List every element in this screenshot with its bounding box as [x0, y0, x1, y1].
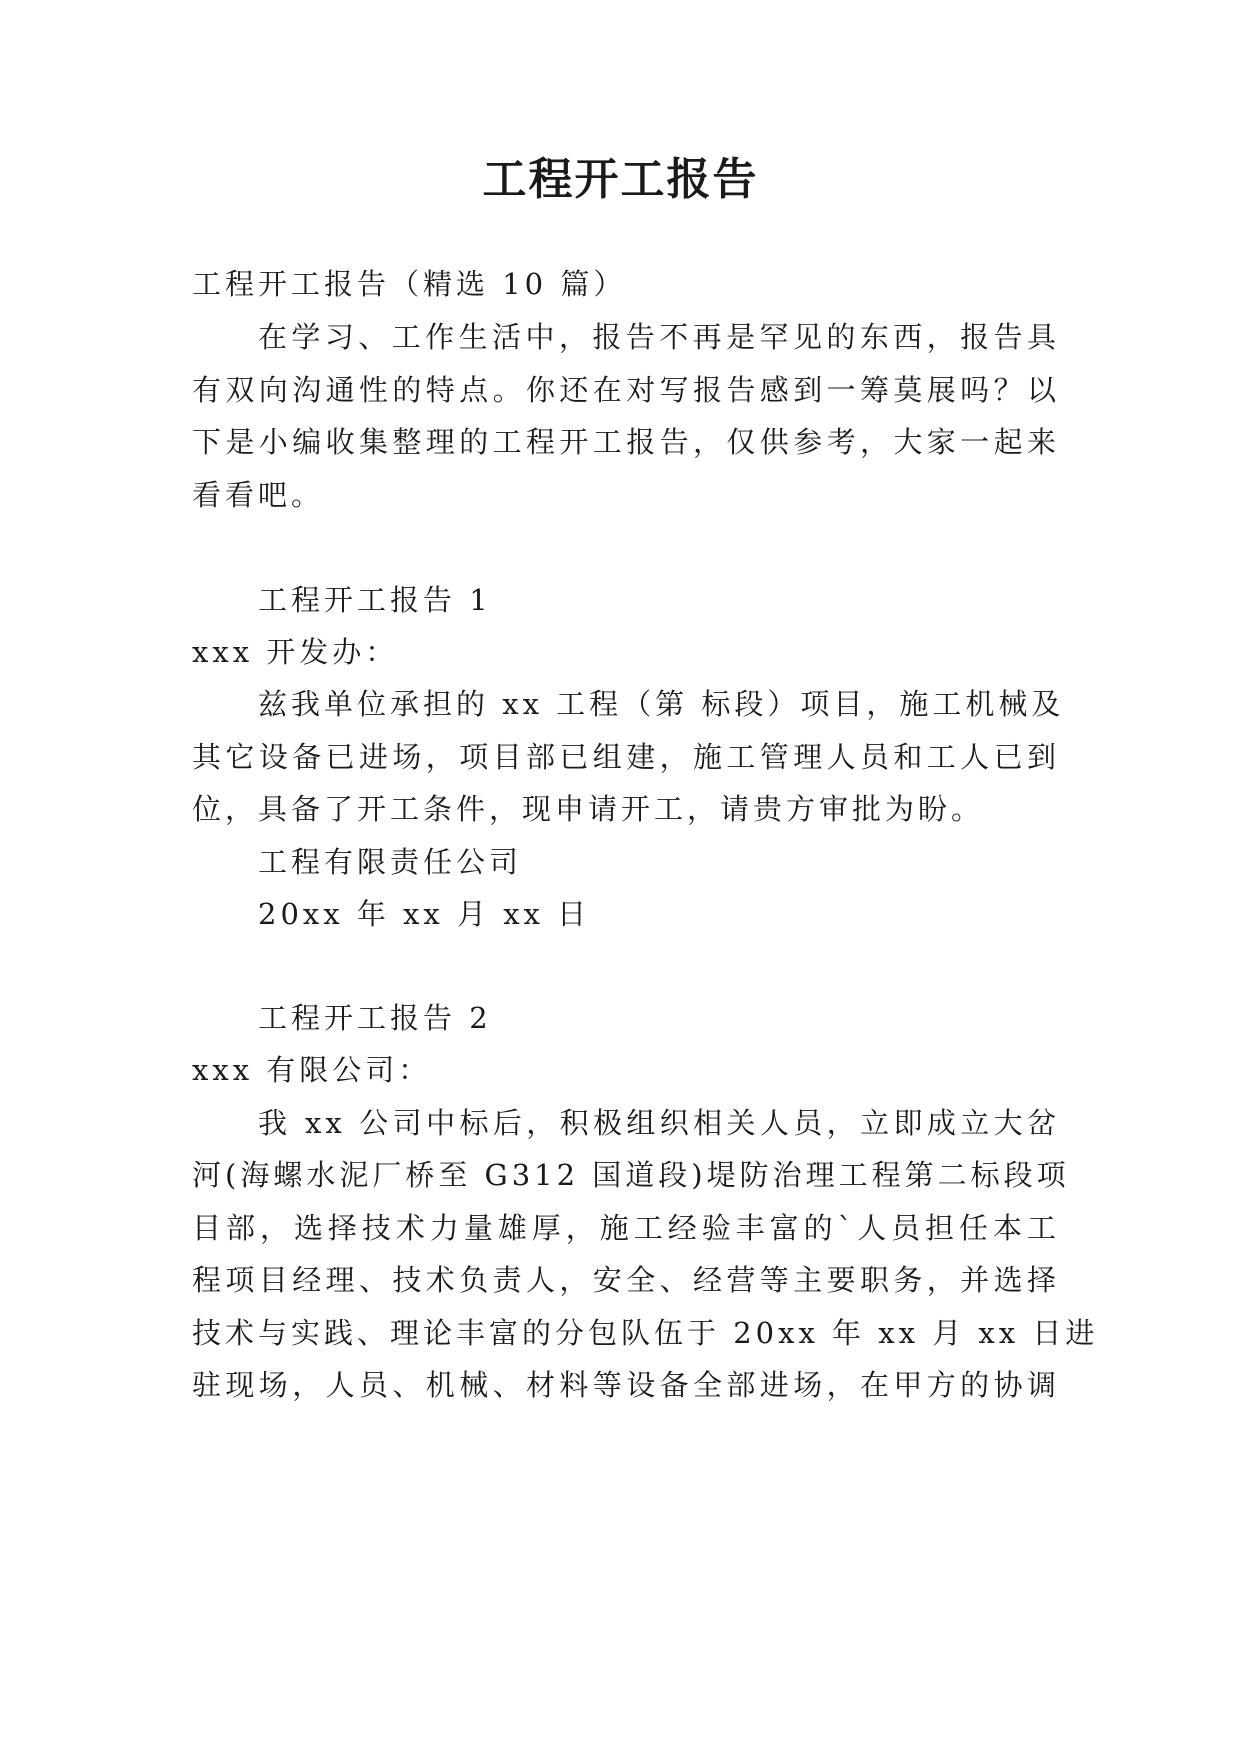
- intro-line-1: 在学习、工作生活中，报告不再是罕见的东西，报告具: [258, 320, 1060, 354]
- intro-line-4: 看看吧。: [192, 478, 325, 512]
- section-2-addressee: xxx 有限公司：: [192, 1053, 432, 1087]
- section-1-body-line-2: 其它设备已进场，项目部已组建，施工管理人员和工人已到: [192, 740, 1060, 774]
- section-1-date: 20xx 年 xx 月 xx 日: [258, 897, 591, 931]
- section-2-body-line-2: 河(海螺水泥厂桥至 G312 国道段)堤防治理工程第二标段项: [192, 1158, 1070, 1192]
- section-2-body-line-4: 程项目经理、技术负责人，安全、经营等主要职务，并选择: [192, 1263, 1060, 1297]
- document-title: 工程开工报告: [482, 154, 759, 205]
- section-2-heading: 工程开工报告 2: [258, 1001, 492, 1035]
- section-1-body-line-1: 兹我单位承担的 xx 工程（第 标段）项目，施工机械及: [258, 687, 1065, 721]
- section-1-signature: 工程有限责任公司: [258, 845, 523, 879]
- section-1-heading: 工程开工报告 1: [258, 583, 492, 617]
- section-1-addressee: xxx 开发办：: [192, 635, 399, 669]
- section-2-body-line-3: 目部，选择技术力量雄厚，施工经验丰富的`人员担任本工: [192, 1211, 1060, 1245]
- section-2-body-line-1: 我 xx 公司中标后，积极组织相关人员，立即成立大岔: [258, 1106, 1060, 1140]
- document-subtitle: 工程开工报告（精选 10 篇）: [192, 267, 627, 301]
- section-2-body-line-5: 技术与实践、理论丰富的分包队伍于 20xx 年 xx 月 xx 日进: [192, 1316, 1099, 1350]
- intro-line-2: 有双向沟通性的特点。你还在对写报告感到一筹莫展吗？以: [192, 373, 1060, 407]
- section-2-body-line-6: 驻现场，人员、机械、材料等设备全部进场，在甲方的协调: [192, 1368, 1060, 1402]
- intro-line-3: 下是小编收集整理的工程开工报告，仅供参考，大家一起来: [192, 425, 1060, 459]
- section-1-body-line-3: 位，具备了开工条件，现申请开工，请贵方审批为盼。: [192, 792, 985, 826]
